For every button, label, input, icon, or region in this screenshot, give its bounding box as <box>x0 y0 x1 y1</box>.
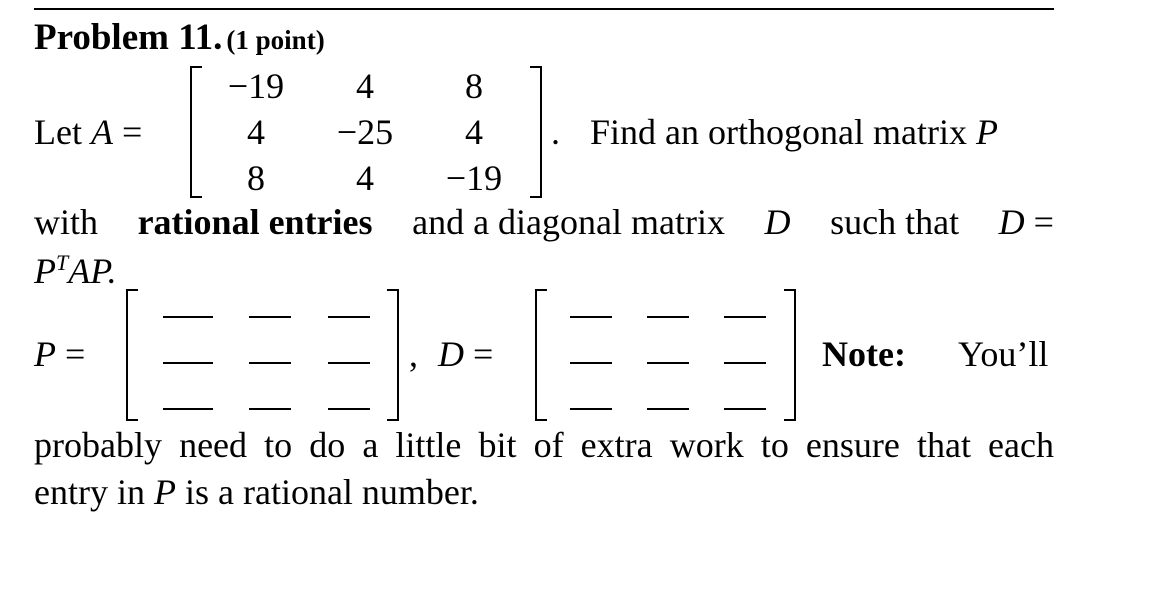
continuation-line-1: probably need to do a little bit of extra work to ensure that each <box>34 425 1054 465</box>
note-label: Note: <box>822 334 906 374</box>
d-entry-blank[interactable] <box>647 408 689 410</box>
problem-title: Problem 11. <box>34 17 223 58</box>
p-answer-label <box>34 336 85 372</box>
matrix-a-cell: −19 <box>445 158 503 198</box>
diagonal-text: and a diagonal matrix <box>412 202 725 242</box>
with-word: with <box>34 202 99 242</box>
p-left-bracket <box>126 289 138 421</box>
matrix-period: . <box>551 112 560 152</box>
matrix-a-cell: 4 <box>356 66 374 106</box>
d-entry-blank[interactable] <box>647 362 689 364</box>
p-entry-blank[interactable] <box>328 316 370 318</box>
matrix-a-left-bracket <box>190 66 202 198</box>
matrix-a-cell: 4 <box>465 112 483 152</box>
d-entry-blank[interactable] <box>570 408 612 410</box>
d-equals <box>999 204 1054 240</box>
d-label: D <box>438 334 464 374</box>
let-text <box>34 114 142 150</box>
transpose-superscript: T <box>56 250 69 275</box>
var-p: P <box>975 112 998 152</box>
matrix-a-right-bracket <box>530 66 542 198</box>
p-entry-blank[interactable] <box>163 316 213 318</box>
p-entry-blank[interactable] <box>163 408 213 410</box>
let-word: Let <box>34 112 82 152</box>
p-entry-blank[interactable] <box>249 316 291 318</box>
d-entry-blank[interactable] <box>724 408 766 410</box>
d-entry-blank[interactable] <box>724 316 766 318</box>
matrix-a-cell: 8 <box>465 66 483 106</box>
problem-points: (1 point) <box>226 25 325 55</box>
find-text-line <box>590 114 998 150</box>
matrix-a-cell: −25 <box>336 112 394 152</box>
ap-text: AP. <box>68 251 117 291</box>
d-entry-blank[interactable] <box>647 316 689 318</box>
equals-sign: = <box>121 112 143 152</box>
find-text: Find an orthogonal matrix <box>590 112 967 152</box>
note-text: You’ll <box>958 334 1049 374</box>
p-entry-blank[interactable] <box>249 362 291 364</box>
p-right-bracket <box>387 289 399 421</box>
p-entry-blank[interactable] <box>328 362 370 364</box>
p-entry-blank[interactable] <box>163 362 213 364</box>
matrix-a-cell: −19 <box>227 66 285 106</box>
entry-in-text: entry in <box>34 472 145 512</box>
d-equals-sign: = <box>473 334 494 374</box>
note <box>822 336 906 372</box>
problem-heading <box>34 16 325 59</box>
rational-number-text: is a rational number. <box>184 472 479 512</box>
statement-line-2 <box>34 204 1054 240</box>
var-p-t: P <box>34 251 56 291</box>
matrix-a-cell: 4 <box>356 158 374 198</box>
d-entry-blank[interactable] <box>570 362 612 364</box>
p-equals: = <box>65 334 86 374</box>
var-a: A <box>90 112 113 152</box>
d-entry-blank[interactable] <box>724 362 766 364</box>
d-left-bracket <box>535 289 547 421</box>
answer-comma: , <box>409 334 418 374</box>
such-that-text: such that <box>830 202 960 242</box>
d-right-bracket <box>784 289 796 421</box>
p-label: P <box>34 334 56 374</box>
p-entry-blank[interactable] <box>249 408 291 410</box>
d-answer-label <box>438 336 493 372</box>
var-d: D <box>764 202 791 242</box>
continuation-line-2 <box>34 474 479 510</box>
var-d-2: D <box>998 202 1025 242</box>
rational-entries-bold: rational entries <box>137 202 373 242</box>
p-entry-blank[interactable] <box>328 408 370 410</box>
matrix-a-cell: 8 <box>247 158 265 198</box>
var-p-2: P <box>153 472 176 512</box>
equals-sign-2: = <box>1033 202 1054 242</box>
top-rule <box>34 8 1054 10</box>
statement-line-3 <box>34 252 117 289</box>
d-entry-blank[interactable] <box>570 316 612 318</box>
matrix-a-cell: 4 <box>247 112 265 152</box>
